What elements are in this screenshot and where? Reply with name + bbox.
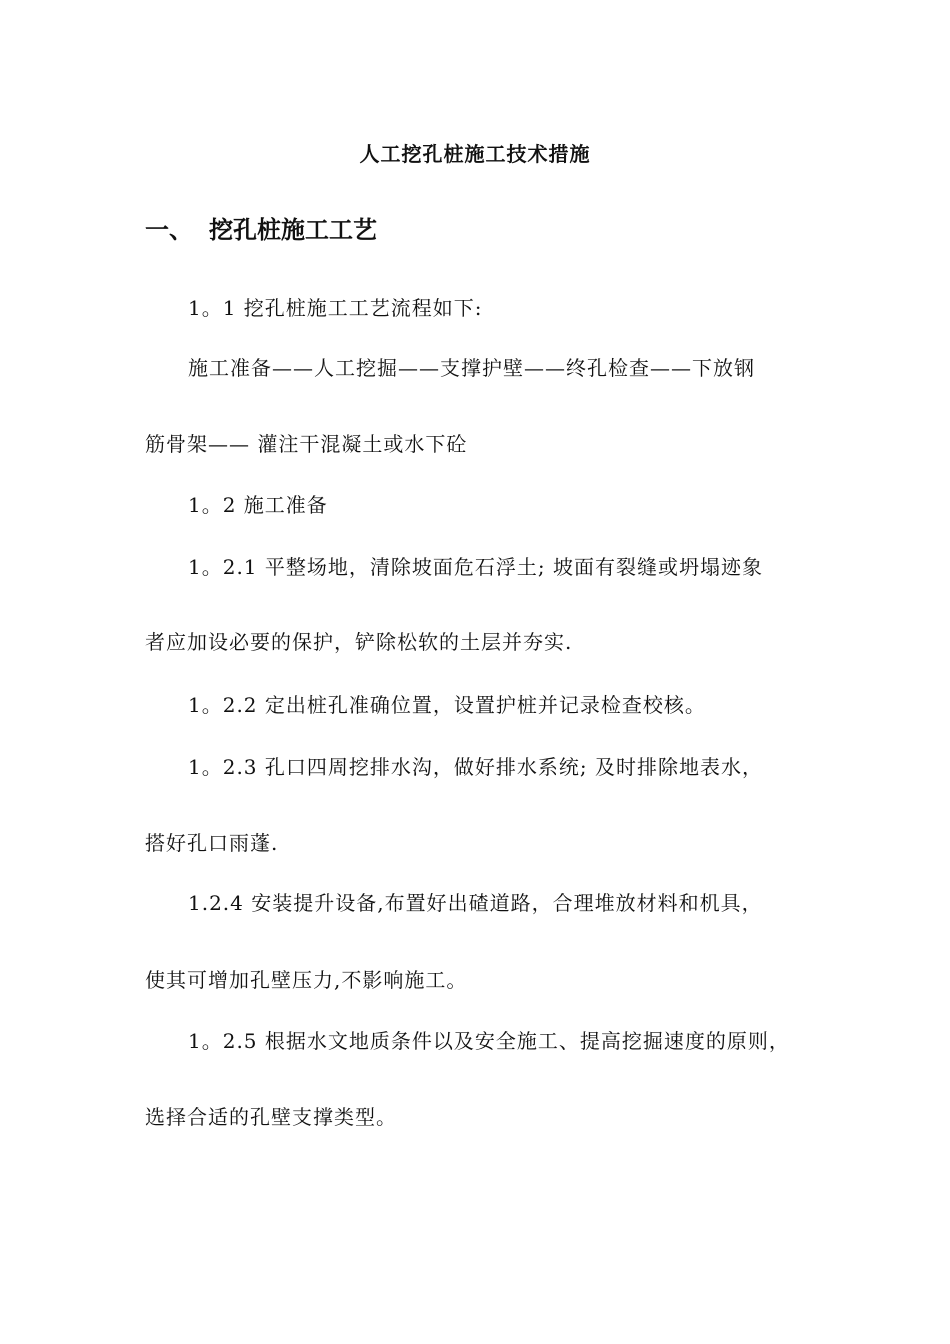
paragraph-1-2-5-line-2: 选择合适的孔壁支撑类型。	[145, 1105, 397, 1129]
process-flow-line-1: 施工准备——人工挖掘——支撑护壁——终孔检查——下放钢	[188, 356, 755, 380]
section-heading	[145, 210, 377, 245]
paragraph-1-2: 1。2 施工准备	[188, 493, 328, 517]
section-number: 一、	[145, 216, 193, 244]
paragraph-1-2-1-line-1: 1。2.1 平整场地，清除坡面危石浮土; 坡面有裂缝或坍塌迹象	[188, 555, 763, 579]
section-title: 挖孔桩施工工艺	[209, 216, 377, 244]
paragraph-1-1: 1。1 挖孔桩施工工艺流程如下:	[188, 296, 483, 320]
paragraph-1-2-5-line-1: 1。2.5 根据水文地质条件以及安全施工、提高挖掘速度的原则，	[188, 1029, 790, 1053]
paragraph-1-2-1-line-2: 者应加设必要的保护，铲除松软的土层并夯实.	[145, 630, 573, 654]
paragraph-1-2-4-line-1: 1.2.4 安装提升设备,布置好出碴道路，合理堆放材料和机具，	[188, 891, 763, 915]
paragraph-1-2-3-line-2: 搭好孔口雨蓬.	[145, 831, 279, 855]
paragraph-1-2-2: 1。2.2 定出桩孔准确位置，设置护桩并记录检查校核。	[188, 693, 706, 717]
document-title: 人工挖孔桩施工技术措施	[359, 142, 591, 166]
paragraph-1-2-4-line-2: 使其可增加孔壁压力,不影响施工。	[145, 968, 468, 992]
paragraph-1-2-3-line-1: 1。2.3 孔口四周挖排水沟，做好排水系统; 及时排除地表水，	[188, 755, 763, 779]
process-flow-line-2: 筋骨架—— 灌注干混凝土或水下砼	[145, 432, 468, 456]
